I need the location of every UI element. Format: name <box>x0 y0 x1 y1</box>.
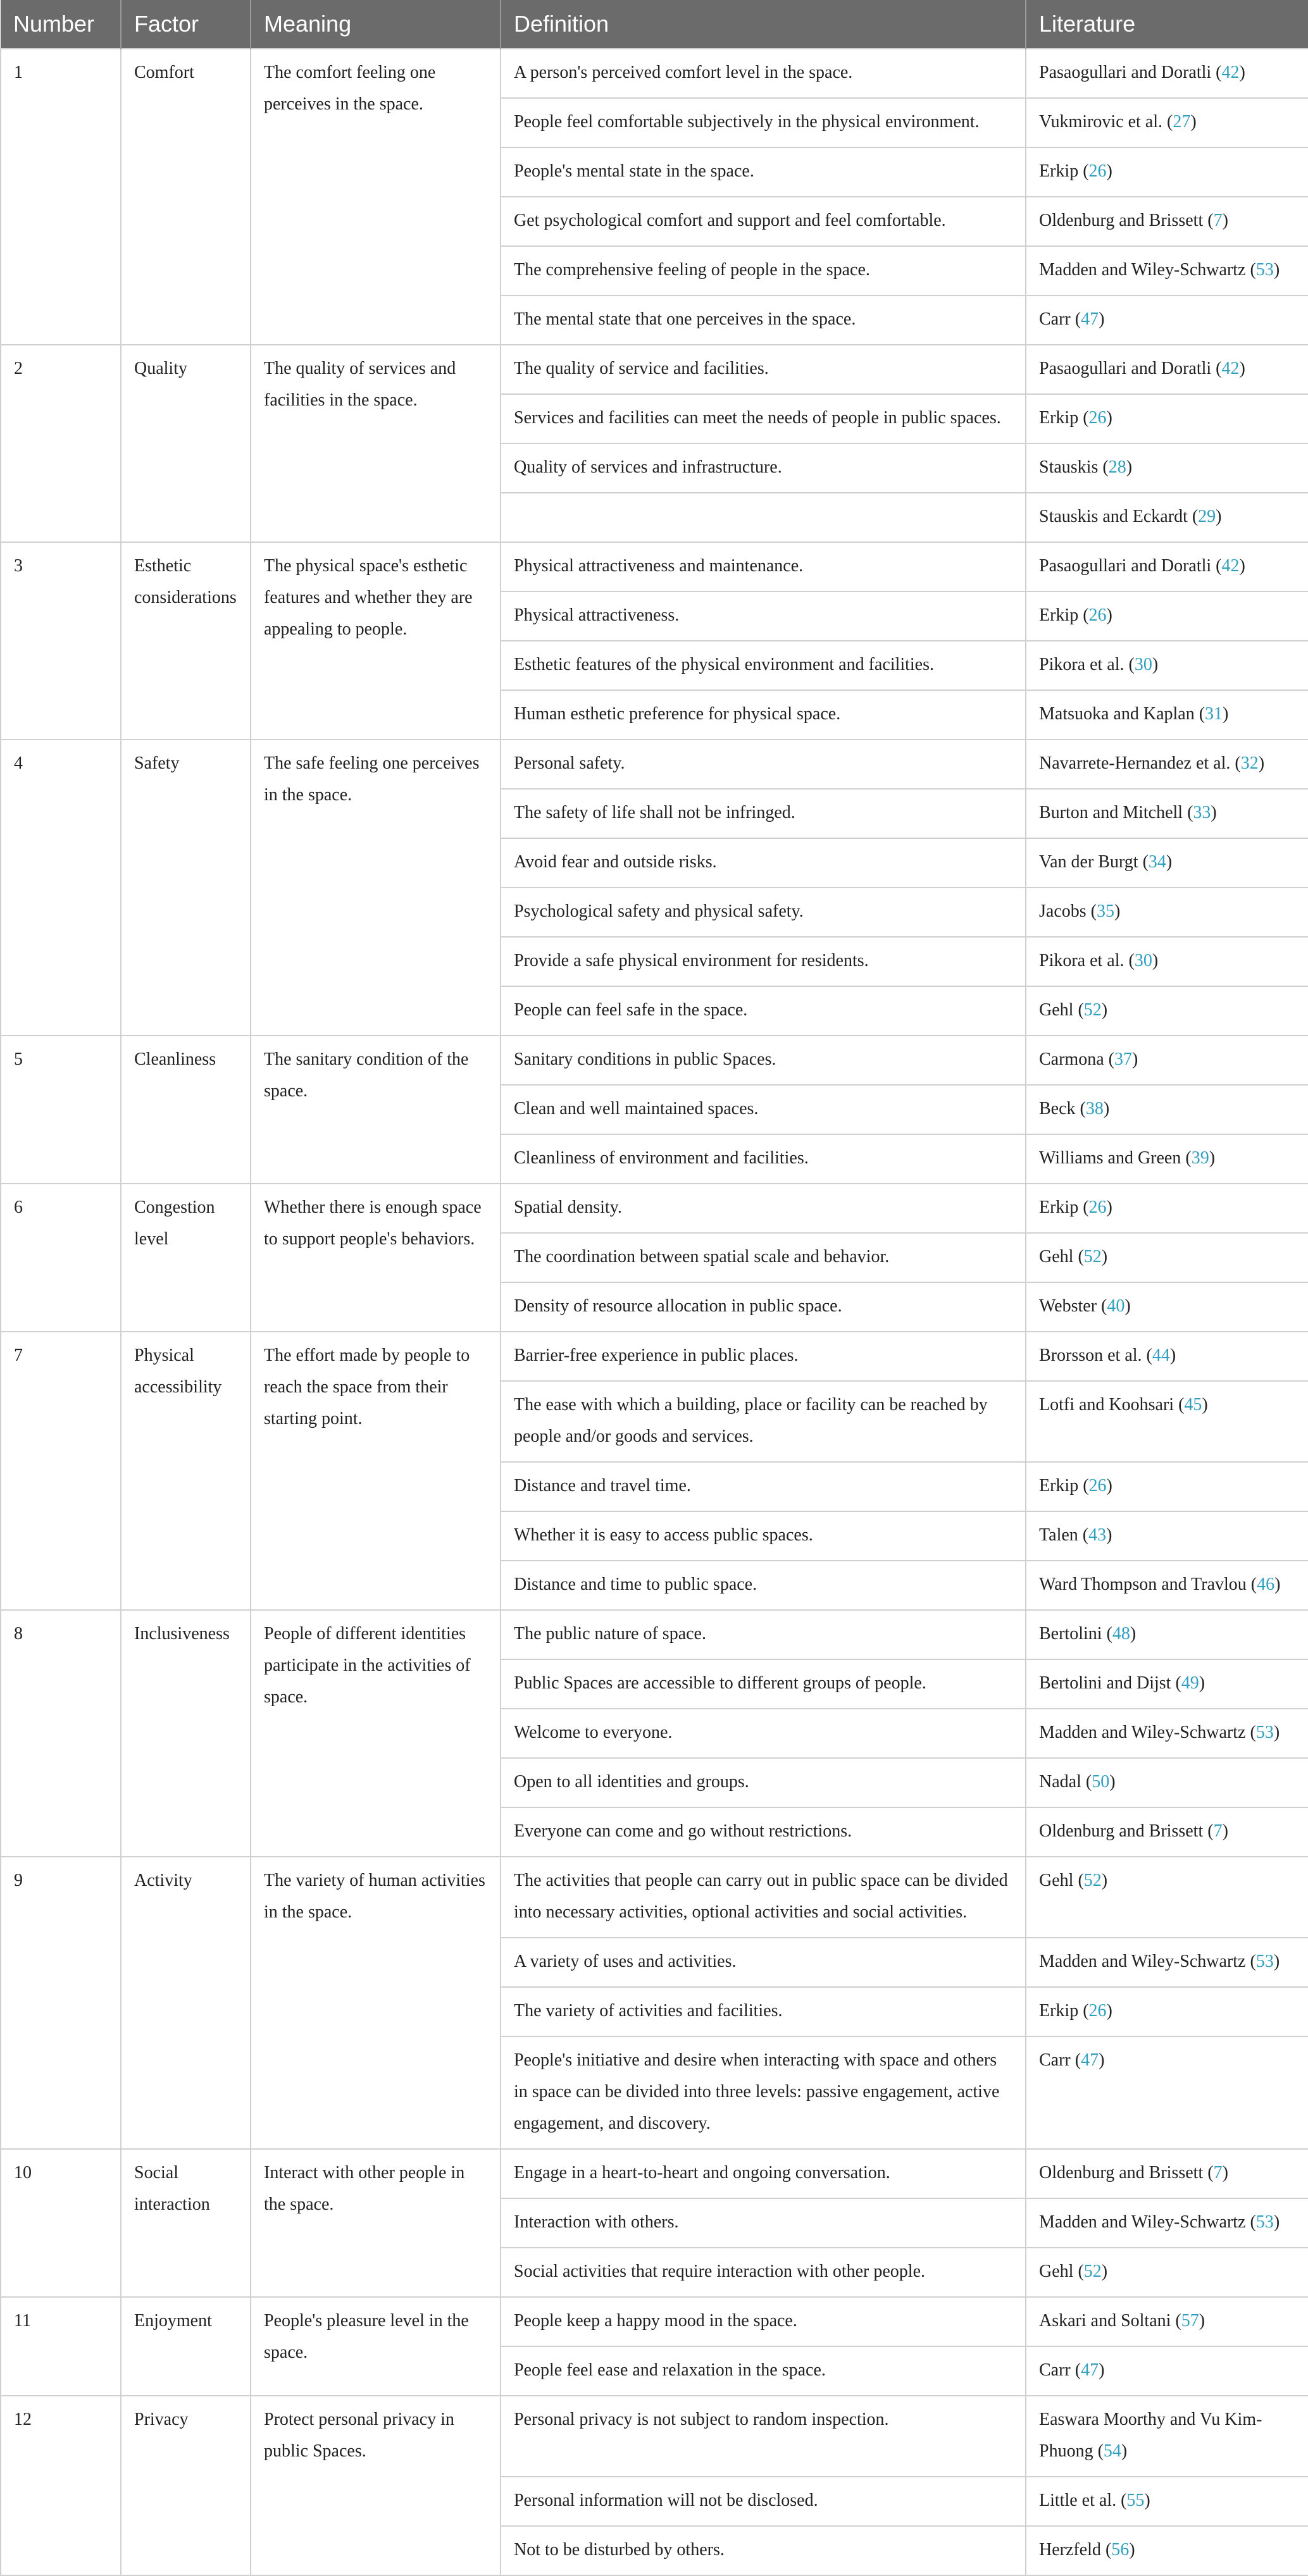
citation-link[interactable]: 32 <box>1240 753 1259 773</box>
table-row <box>1 1332 1308 1381</box>
citation-link[interactable]: 34 <box>1148 852 1166 872</box>
citation-link[interactable]: 7 <box>1213 1821 1223 1841</box>
factor-number: 9 <box>1 1857 121 2149</box>
definition-cell: Personal privacy is not subject to random inspection. <box>501 2396 1026 2477</box>
table-body <box>1 49 1308 2575</box>
citation-link[interactable]: 26 <box>1088 1476 1107 1495</box>
definition-cell: People feel comfortable subjectively in the physical environment. <box>501 98 1026 147</box>
literature-cell: Herzfeld (56) <box>1026 2526 1308 2575</box>
citation-link[interactable]: 28 <box>1108 457 1126 477</box>
citation-link[interactable]: 26 <box>1088 605 1107 625</box>
literature-authors: Navarrete-Hernandez et al. <box>1039 753 1231 773</box>
definition-cell: Distance and travel time. <box>501 1462 1026 1511</box>
definition-cell: Psychological safety and physical safety. <box>501 888 1026 937</box>
definition-cell: Interaction with others. <box>501 2198 1026 2248</box>
citation-link[interactable]: 49 <box>1181 1673 1199 1693</box>
literature-cell: Brorsson et al. (44) <box>1026 1332 1308 1381</box>
citation-link[interactable]: 52 <box>1083 1247 1102 1266</box>
literature-authors: Vukmirovic et al. <box>1039 112 1163 132</box>
definition-cell: The mental state that one perceives in the space. <box>501 295 1026 345</box>
literature-authors: Van der Burgt <box>1039 852 1138 872</box>
literature-authors: Stauskis <box>1039 457 1099 477</box>
literature-authors: Madden and Wiley-Schwartz <box>1039 260 1246 280</box>
factor-meaning: Whether there is enough space to support people's behaviors. <box>251 1184 501 1332</box>
definition-cell: Sanitary conditions in public Spaces. <box>501 1036 1026 1085</box>
table-row <box>1 49 1308 98</box>
header-definition: Definition <box>501 0 1026 49</box>
citation-link[interactable]: 26 <box>1088 2001 1107 2021</box>
definition-cell: People can feel safe in the space. <box>501 986 1026 1036</box>
literature-authors: Erkip <box>1039 1476 1079 1495</box>
definition-cell: The safety of life shall not be infringed. <box>501 789 1026 838</box>
factor-number: 5 <box>1 1036 121 1184</box>
factor-meaning: The comfort feeling one perceives in the space. <box>251 49 501 345</box>
factor-name: Comfort <box>121 49 251 345</box>
definition-cell: Everyone can come and go without restrictions. <box>501 1807 1026 1857</box>
table-row <box>1 2396 1308 2477</box>
factor-name: Congestion level <box>121 1184 251 1332</box>
literature-authors: Nadal <box>1039 1772 1081 1792</box>
table-header <box>1 0 1308 49</box>
definition-cell: People's initiative and desire when interacting with space and others in space can be divided into three levels: passive engagement, active engagement, and discovery. <box>501 2036 1026 2149</box>
definition-cell: Clean and well maintained spaces. <box>501 1085 1026 1134</box>
literature-authors: Carr <box>1039 2360 1071 2380</box>
definition-cell: Avoid fear and outside risks. <box>501 838 1026 888</box>
literature-cell: Vukmirovic et al. (27) <box>1026 98 1308 147</box>
literature-cell: Erkip (26) <box>1026 1184 1308 1233</box>
citation-link[interactable]: 54 <box>1103 2441 1121 2461</box>
factor-name: Quality <box>121 345 251 542</box>
citation-link[interactable]: 33 <box>1193 803 1211 822</box>
citation-link[interactable]: 26 <box>1088 1198 1107 1217</box>
definition-cell: The comprehensive feeling of people in the space. <box>501 246 1026 295</box>
table-row <box>1 2149 1308 2198</box>
citation-link[interactable]: 26 <box>1088 161 1107 181</box>
literature-cell: Pasaogullari and Doratli (42) <box>1026 49 1308 98</box>
literature-cell: Navarrete-Hernandez et al. (32) <box>1026 740 1308 789</box>
literature-authors: Madden and Wiley-Schwartz <box>1039 1723 1246 1742</box>
literature-cell: Nadal (50) <box>1026 1758 1308 1807</box>
citation-link[interactable]: 7 <box>1213 211 1223 230</box>
header-meaning: Meaning <box>251 0 501 49</box>
table-row <box>1 2297 1308 2346</box>
literature-authors: Lotfi and Koohsari <box>1039 1395 1174 1415</box>
citation-link[interactable]: 53 <box>1255 1723 1274 1742</box>
factor-name: Inclusiveness <box>121 1610 251 1857</box>
literature-authors: Ward Thompson and Travlou <box>1039 1575 1247 1594</box>
citation-link[interactable]: 56 <box>1111 2540 1130 2560</box>
literature-authors: Erkip <box>1039 2001 1079 2021</box>
literature-authors: Little et al. <box>1039 2491 1117 2510</box>
literature-cell: Talen (43) <box>1026 1511 1308 1561</box>
literature-cell: Carr (47) <box>1026 2346 1308 2396</box>
definition-cell: People keep a happy mood in the space. <box>501 2297 1026 2346</box>
literature-authors: Talen <box>1039 1525 1078 1545</box>
citation-link[interactable]: 30 <box>1134 655 1152 674</box>
literature-authors: Pasaogullari and Doratli <box>1039 63 1212 82</box>
literature-cell: Webster (40) <box>1026 1282 1308 1332</box>
literature-authors: Pasaogullari and Doratli <box>1039 556 1212 576</box>
literature-cell: Lotfi and Koohsari (45) <box>1026 1381 1308 1462</box>
citation-link[interactable]: 31 <box>1205 704 1223 724</box>
literature-authors: Oldenburg and Brissett <box>1039 211 1204 230</box>
literature-cell: Askari and Soltani (57) <box>1026 2297 1308 2346</box>
definition-cell: Services and facilities can meet the needs of people in public spaces. <box>501 394 1026 443</box>
literature-cell: Pikora et al. (30) <box>1026 641 1308 690</box>
definition-cell: Engage in a heart-to-heart and ongoing conversation. <box>501 2149 1026 2198</box>
literature-cell: Oldenburg and Brissett (7) <box>1026 2149 1308 2198</box>
table-row <box>1 1610 1308 1659</box>
definition-cell: Personal safety. <box>501 740 1026 789</box>
literature-authors: Carmona <box>1039 1050 1104 1069</box>
literature-authors: Askari and Soltani <box>1039 2311 1171 2331</box>
definition-cell: The variety of activities and facilities. <box>501 1987 1026 2036</box>
factor-name: Social interaction <box>121 2149 251 2297</box>
literature-cell: Madden and Wiley-Schwartz (53) <box>1026 1938 1308 1987</box>
definition-cell: Human esthetic preference for physical space. <box>501 690 1026 740</box>
literature-cell: Carr (47) <box>1026 2036 1308 2149</box>
definition-cell: Distance and time to public space. <box>501 1561 1026 1610</box>
definition-cell: Get psychological comfort and support and feel comfortable. <box>501 197 1026 246</box>
table-row <box>1 1857 1308 1938</box>
citation-link[interactable]: 37 <box>1114 1050 1132 1069</box>
literature-authors: Erkip <box>1039 161 1079 181</box>
definition-cell <box>501 493 1026 542</box>
definition-cell: Not to be disturbed by others. <box>501 2526 1026 2575</box>
literature-authors: Erkip <box>1039 1198 1079 1217</box>
literature-cell: Van der Burgt (34) <box>1026 838 1308 888</box>
factor-meaning: The quality of services and facilities in the space. <box>251 345 501 542</box>
definition-cell: Quality of services and infrastructure. <box>501 443 1026 493</box>
citation-link[interactable]: 53 <box>1255 2212 1274 2232</box>
factor-name: Privacy <box>121 2396 251 2575</box>
literature-cell: Stauskis (28) <box>1026 443 1308 493</box>
literature-authors: Stauskis and Eckardt <box>1039 507 1188 526</box>
definition-cell: Physical attractiveness and maintenance. <box>501 542 1026 591</box>
literature-cell: Madden and Wiley-Schwartz (53) <box>1026 2198 1308 2248</box>
literature-cell: Easwara Moorthy and Vu Kim-Phuong (54) <box>1026 2396 1308 2477</box>
header-literature: Literature <box>1026 0 1308 49</box>
citation-link[interactable]: 43 <box>1088 1525 1107 1545</box>
literature-cell: Erkip (26) <box>1026 147 1308 197</box>
citation-link[interactable]: 7 <box>1213 2163 1223 2183</box>
header-number: Number <box>1 0 121 49</box>
definition-cell: The quality of service and facilities. <box>501 345 1026 394</box>
literature-cell: Gehl (52) <box>1026 2248 1308 2297</box>
literature-cell: Erkip (26) <box>1026 591 1308 641</box>
literature-cell: Stauskis and Eckardt (29) <box>1026 493 1308 542</box>
factor-number: 8 <box>1 1610 121 1857</box>
literature-cell: Carr (47) <box>1026 295 1308 345</box>
definition-cell: Open to all identities and groups. <box>501 1758 1026 1807</box>
citation-link[interactable]: 47 <box>1081 309 1099 329</box>
citation-link[interactable]: 46 <box>1257 1575 1275 1594</box>
literature-cell: Gehl (52) <box>1026 1857 1308 1938</box>
definition-cell: Cleanliness of environment and facilities. <box>501 1134 1026 1184</box>
definition-cell: Personal information will not be disclosed. <box>501 2477 1026 2526</box>
citation-link[interactable]: 52 <box>1083 1000 1102 1020</box>
literature-cell: Erkip (26) <box>1026 394 1308 443</box>
factor-name: Cleanliness <box>121 1036 251 1184</box>
factor-meaning: The physical space's esthetic features and whether they are appealing to people. <box>251 542 501 740</box>
definition-cell: Whether it is easy to access public spaces. <box>501 1511 1026 1561</box>
citation-link[interactable]: 55 <box>1126 2491 1145 2510</box>
factor-name: Esthetic considerations <box>121 542 251 740</box>
citation-link[interactable]: 42 <box>1221 556 1240 576</box>
factor-number: 12 <box>1 2396 121 2575</box>
citation-link[interactable]: 30 <box>1134 951 1152 970</box>
citation-link[interactable]: 48 <box>1112 1624 1130 1644</box>
definition-cell: A variety of uses and activities. <box>501 1938 1026 1987</box>
literature-authors: Pikora et al. <box>1039 951 1124 970</box>
literature-authors: Bertolini <box>1039 1624 1102 1644</box>
definition-cell: The activities that people can carry out in public space can be divided into necessary activities, optional activities and social activities. <box>501 1857 1026 1938</box>
citation-link[interactable]: 53 <box>1255 260 1274 280</box>
definition-cell: A person's perceived comfort level in the space. <box>501 49 1026 98</box>
literature-authors: Herzfeld <box>1039 2540 1101 2560</box>
literature-cell: Bertolini and Dijst (49) <box>1026 1659 1308 1709</box>
definition-cell: Density of resource allocation in public space. <box>501 1282 1026 1332</box>
literature-cell: Burton and Mitchell (33) <box>1026 789 1308 838</box>
definition-cell: People's mental state in the space. <box>501 147 1026 197</box>
citation-link[interactable]: 47 <box>1081 2050 1099 2070</box>
literature-authors: Bertolini and Dijst <box>1039 1673 1171 1693</box>
literature-cell: Pasaogullari and Doratli (42) <box>1026 345 1308 394</box>
literature-cell: Oldenburg and Brissett (7) <box>1026 1807 1308 1857</box>
factor-number: 10 <box>1 2149 121 2297</box>
header-factor: Factor <box>121 0 251 49</box>
factor-number: 11 <box>1 2297 121 2396</box>
citation-link[interactable]: 53 <box>1255 1952 1274 1971</box>
definition-cell: Provide a safe physical environment for residents. <box>501 937 1026 986</box>
factor-number: 6 <box>1 1184 121 1332</box>
factor-number: 2 <box>1 345 121 542</box>
citation-link[interactable]: 26 <box>1088 408 1107 428</box>
literature-authors: Gehl <box>1039 1871 1074 1890</box>
literature-cell: Oldenburg and Brissett (7) <box>1026 197 1308 246</box>
literature-cell: Ward Thompson and Travlou (46) <box>1026 1561 1308 1610</box>
factor-meaning: The safe feeling one perceives in the space. <box>251 740 501 1036</box>
table-row <box>1 542 1308 591</box>
definition-cell: The coordination between spatial scale and behavior. <box>501 1233 1026 1282</box>
literature-authors: Gehl <box>1039 1000 1074 1020</box>
table-row <box>1 1036 1308 1085</box>
factor-number: 3 <box>1 542 121 740</box>
definition-cell: Physical attractiveness. <box>501 591 1026 641</box>
factor-meaning: Protect personal privacy in public Spaces. <box>251 2396 501 2575</box>
citation-link[interactable]: 42 <box>1221 63 1240 82</box>
citation-link[interactable]: 44 <box>1152 1346 1170 1365</box>
definition-cell: The ease with which a building, place or facility can be reached by people and/or goods and services. <box>501 1381 1026 1462</box>
definition-cell: Welcome to everyone. <box>501 1709 1026 1758</box>
factor-name: Activity <box>121 1857 251 2149</box>
literature-cell: Gehl (52) <box>1026 986 1308 1036</box>
citation-link[interactable]: 45 <box>1184 1395 1202 1415</box>
literature-authors: Pikora et al. <box>1039 655 1124 674</box>
factor-meaning: The effort made by people to reach the space from their starting point. <box>251 1332 501 1610</box>
literature-authors: Williams and Green <box>1039 1148 1181 1168</box>
citation-link[interactable]: 52 <box>1083 2262 1102 2281</box>
literature-authors: Carr <box>1039 2050 1071 2070</box>
literature-authors: Beck <box>1039 1099 1076 1118</box>
literature-authors: Matsuoka and Kaplan <box>1039 704 1195 724</box>
citation-link[interactable]: 57 <box>1181 2311 1199 2331</box>
citation-link[interactable]: 35 <box>1096 901 1114 921</box>
literature-cell: Erkip (26) <box>1026 1987 1308 2036</box>
literature-cell: Pasaogullari and Doratli (42) <box>1026 542 1308 591</box>
factor-meaning: The sanitary condition of the space. <box>251 1036 501 1184</box>
literature-cell: Beck (38) <box>1026 1085 1308 1134</box>
citation-link[interactable]: 39 <box>1191 1148 1209 1168</box>
literature-cell: Jacobs (35) <box>1026 888 1308 937</box>
literature-cell: Pikora et al. (30) <box>1026 937 1308 986</box>
factor-name: Physical accessibility <box>121 1332 251 1610</box>
literature-authors: Burton and Mitchell <box>1039 803 1183 822</box>
literature-authors: Jacobs <box>1039 901 1087 921</box>
citation-link[interactable]: 47 <box>1081 2360 1099 2380</box>
factor-number: 7 <box>1 1332 121 1610</box>
citation-link[interactable]: 29 <box>1198 507 1216 526</box>
literature-authors: Brorsson et al. <box>1039 1346 1142 1365</box>
literature-authors: Webster <box>1039 1296 1097 1316</box>
factor-meaning: People's pleasure level in the space. <box>251 2297 501 2396</box>
definition-cell: Spatial density. <box>501 1184 1026 1233</box>
literature-authors: Madden and Wiley-Schwartz <box>1039 2212 1246 2232</box>
literature-cell: Carmona (37) <box>1026 1036 1308 1085</box>
literature-authors: Oldenburg and Brissett <box>1039 2163 1204 2183</box>
citation-link[interactable]: 50 <box>1092 1772 1110 1792</box>
definition-cell: Public Spaces are accessible to different groups of people. <box>501 1659 1026 1709</box>
literature-authors: Oldenburg and Brissett <box>1039 1821 1204 1841</box>
literature-authors: Madden and Wiley-Schwartz <box>1039 1952 1246 1971</box>
factor-number: 1 <box>1 49 121 345</box>
literature-cell: Erkip (26) <box>1026 1462 1308 1511</box>
definition-cell: People feel ease and relaxation in the space. <box>501 2346 1026 2396</box>
definition-cell: The public nature of space. <box>501 1610 1026 1659</box>
literature-cell: Matsuoka and Kaplan (31) <box>1026 690 1308 740</box>
citation-link[interactable]: 27 <box>1173 112 1191 132</box>
factor-name: Safety <box>121 740 251 1036</box>
literature-authors: Erkip <box>1039 605 1079 625</box>
factor-name: Enjoyment <box>121 2297 251 2396</box>
factor-meaning: Interact with other people in the space. <box>251 2149 501 2297</box>
citation-link[interactable]: 40 <box>1107 1296 1125 1316</box>
factor-meaning: The variety of human activities in the space. <box>251 1857 501 2149</box>
literature-cell: Madden and Wiley-Schwartz (53) <box>1026 1709 1308 1758</box>
literature-cell: Gehl (52) <box>1026 1233 1308 1282</box>
literature-authors: Gehl <box>1039 2262 1074 2281</box>
literature-authors: Easwara Moorthy and Vu Kim-Phuong <box>1039 2410 1262 2461</box>
literature-cell: Williams and Green (39) <box>1026 1134 1308 1184</box>
citation-link[interactable]: 38 <box>1085 1099 1104 1118</box>
literature-authors: Carr <box>1039 309 1071 329</box>
literature-cell: Madden and Wiley-Schwartz (53) <box>1026 246 1308 295</box>
definition-cell: Esthetic features of the physical environment and facilities. <box>501 641 1026 690</box>
table-row <box>1 740 1308 789</box>
table-row <box>1 1184 1308 1233</box>
factor-meaning: People of different identities participate in the activities of space. <box>251 1610 501 1857</box>
definition-cell: Social activities that require interaction with other people. <box>501 2248 1026 2297</box>
definition-cell: Barrier-free experience in public places. <box>501 1332 1026 1381</box>
literature-authors: Pasaogullari and Doratli <box>1039 359 1212 378</box>
factor-number: 4 <box>1 740 121 1036</box>
citation-link[interactable]: 42 <box>1221 359 1240 378</box>
literature-cell: Little et al. (55) <box>1026 2477 1308 2526</box>
literature-cell: Bertolini (48) <box>1026 1610 1308 1659</box>
citation-link[interactable]: 52 <box>1083 1871 1102 1890</box>
table-row <box>1 345 1308 394</box>
literature-authors: Erkip <box>1039 408 1079 428</box>
literature-authors: Gehl <box>1039 1247 1074 1266</box>
